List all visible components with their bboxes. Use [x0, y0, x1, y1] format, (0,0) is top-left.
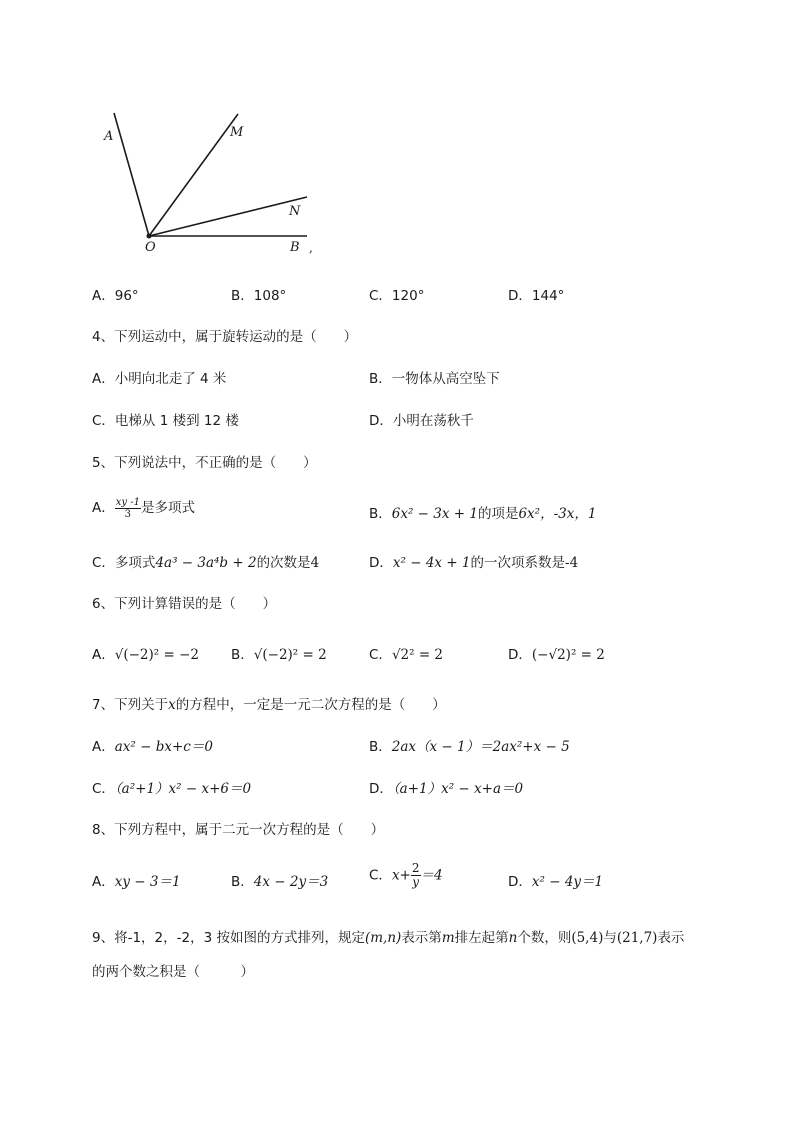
- q6-b-expr: √(−2)² = 2: [253, 647, 327, 663]
- q8-c-numerator: 2: [411, 861, 420, 875]
- q7-stem-pre: 7、下列关于: [92, 697, 169, 713]
- label-comma: ,: [309, 241, 313, 255]
- q6-d-expr: (−√2)² = 2: [531, 647, 605, 663]
- label-a: A: [104, 129, 114, 144]
- q5-a-denominator: 3: [124, 508, 132, 520]
- q7-c-prefix: C．: [92, 781, 115, 797]
- q5-c-mid: 的次数是: [256, 555, 311, 571]
- q6-stem: 6、下列计算错误的是（ ）: [92, 596, 277, 612]
- q6-a-expr: √(−2)² = −2: [114, 647, 199, 663]
- q7-option-c: [92, 777, 251, 797]
- q4-stem: 4、下列运动中，属于旋转运动的是（ ）: [92, 329, 358, 345]
- q3-option-c: C．120°: [369, 288, 425, 304]
- q3-option-b: B．108°: [231, 288, 287, 304]
- q5-option-d: [369, 551, 578, 571]
- q4-option-b: B．一物体从高空坠下: [369, 371, 500, 387]
- q5-option-c: [92, 551, 319, 571]
- q6-d-prefix: D．: [508, 647, 532, 663]
- q7-stem-post: 的方程中，一定是一元二次方程的是（ ）: [175, 697, 446, 713]
- q8-c-fraction: [411, 862, 421, 889]
- label-m: M: [230, 125, 244, 140]
- q6-option-b: [231, 643, 327, 663]
- q5-d-mid: 的一次项系数是: [470, 555, 566, 571]
- q6-b-prefix: B．: [231, 647, 254, 663]
- q4-option-c: C．电梯从 1 楼到 12 楼: [92, 413, 239, 429]
- q6-option-d: [508, 643, 605, 663]
- q5-option-a: [92, 496, 195, 520]
- q6-a-prefix: A．: [92, 647, 115, 663]
- q5-a-numerator: xy -1: [115, 496, 140, 508]
- q5-d-prefix: D．: [369, 555, 393, 571]
- q9-line1-pre: 9、将-1，2，-2，3 按如图的方式排列，规定: [92, 930, 365, 946]
- q9-pair-54: (5,4): [571, 930, 604, 946]
- q6-c-expr: √2² = 2: [391, 647, 444, 663]
- q9-line1-mid4: 与: [603, 930, 617, 946]
- q5-c-val: 4: [310, 555, 320, 571]
- q8-c-denominator: y: [412, 875, 420, 889]
- q5-a-fraction: [115, 497, 141, 520]
- q6-option-c: [369, 643, 443, 663]
- q7-b-prefix: B．: [369, 739, 392, 755]
- q9-line1-end: 表示: [657, 930, 685, 946]
- q5-d-expr: x² − 4x + 1: [392, 555, 471, 571]
- q3-option-d: D．144°: [508, 288, 565, 304]
- q6-option-a: [92, 643, 199, 663]
- q3-option-a: A．96°: [92, 288, 139, 304]
- q5-c-prefix: C．多项式: [92, 555, 156, 571]
- q9-line1-mid2: 排左起第: [454, 930, 509, 946]
- label-n: N: [289, 204, 301, 219]
- q5-b-prefix: B．: [369, 506, 392, 522]
- q8-option-b: [231, 870, 328, 890]
- q7-b-expr: 2ax（x − 1）＝2ax²+x − 5: [391, 739, 570, 755]
- q8-c-pre: x+: [391, 867, 411, 884]
- q7-d-expr: （a+1）x² − x+a＝0: [392, 781, 524, 797]
- q7-c-expr: （a²+1）x² − x+6＝0: [114, 781, 252, 797]
- q4-option-a: A．小明向北走了 4 米: [92, 371, 227, 387]
- q6-c-prefix: C．: [369, 647, 392, 663]
- q8-d-prefix: D．: [508, 874, 532, 890]
- q9-line-1: [92, 926, 684, 946]
- q8-a-prefix: A．: [92, 874, 115, 890]
- vertex-o: [147, 234, 152, 239]
- q5-b-terms: 6x²，-3x，1: [518, 506, 597, 522]
- q7-stem-var: x: [168, 697, 176, 713]
- q5-b-expr: 6x² − 3x + 1: [391, 506, 478, 522]
- q7-a-prefix: A．: [92, 739, 115, 755]
- q8-a-expr: xy − 3＝1: [114, 874, 181, 890]
- q5-c-expr: 4a³ − 3a⁴b + 2: [155, 555, 257, 571]
- q8-b-prefix: B．: [231, 874, 254, 890]
- q7-option-a: [92, 735, 213, 755]
- q5-a-suffix: 是多项式: [140, 500, 195, 516]
- q9-line1-mid3: 个数，则: [517, 930, 572, 946]
- q8-c-post: ＝4: [420, 867, 443, 884]
- ray-oa: [114, 113, 149, 236]
- q7-a-expr: ax² − bx+c＝0: [114, 739, 213, 755]
- q8-d-expr: x² − 4y＝1: [531, 874, 604, 890]
- q7-option-d: [369, 777, 523, 797]
- q7-option-b: [369, 735, 570, 755]
- q4-option-d: D．小明在荡秋千: [369, 413, 474, 429]
- q9-line1-mid1: 表示第: [401, 930, 442, 946]
- q5-a-prefix: A．: [92, 500, 115, 516]
- q9-var-m: m: [441, 930, 455, 946]
- label-o: O: [145, 240, 156, 255]
- q8-stem: 8、下列方程中，属于二元一次方程的是（ ）: [92, 822, 385, 838]
- q5-option-b: [369, 502, 596, 522]
- q7-d-prefix: D．: [369, 781, 393, 797]
- q8-option-d: [508, 870, 603, 890]
- q8-option-a: [92, 870, 181, 890]
- label-b: B: [290, 240, 300, 255]
- q5-stem: 5、下列说法中，不正确的是（ ）: [92, 455, 317, 471]
- q9-line-2: 的两个数之积是（ ）: [92, 964, 254, 980]
- q7-stem: [92, 693, 446, 713]
- q9-pair-217: (21,7): [616, 930, 658, 946]
- q8-b-expr: 4x − 2y＝3: [253, 874, 329, 890]
- angle-figure: [95, 105, 325, 265]
- q5-d-val: -4: [565, 555, 579, 571]
- q5-b-mid: 的项是: [477, 506, 519, 522]
- q8-c-prefix: C．: [369, 867, 392, 884]
- q8-option-c: [369, 862, 443, 889]
- q9-var-n: n: [508, 930, 518, 946]
- q9-pair-mn: (m,n): [364, 930, 402, 946]
